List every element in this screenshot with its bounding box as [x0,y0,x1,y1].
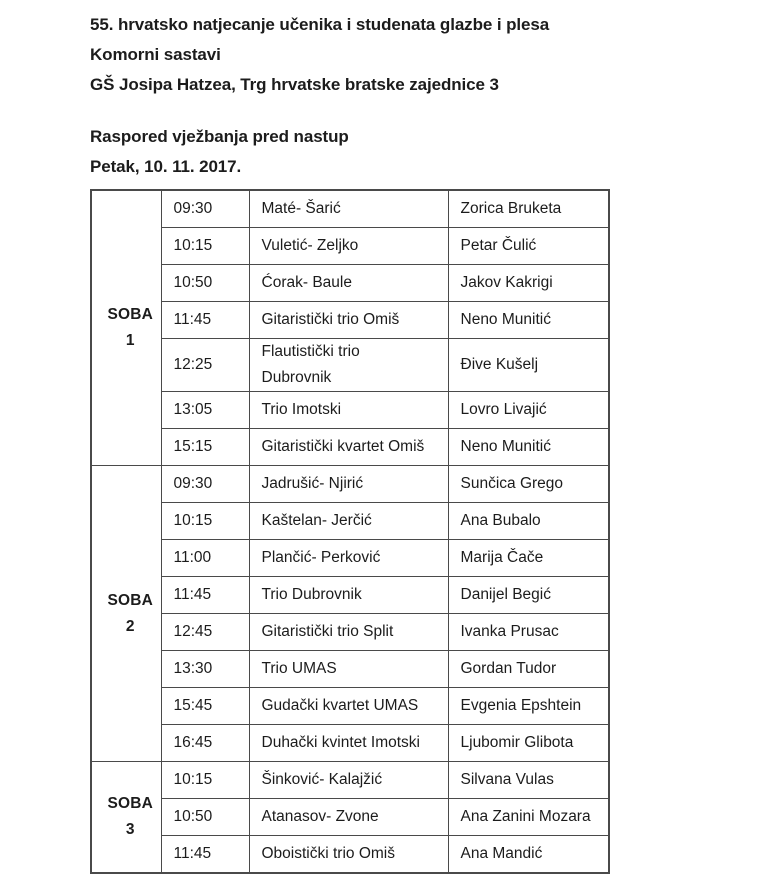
time-cell: 12:25 [161,339,249,392]
time-cell: 10:15 [161,762,249,799]
teacher-cell: Neno Munitić [448,429,609,466]
time-cell: 09:30 [161,466,249,503]
time-cell: 10:50 [161,265,249,302]
time-cell: 10:15 [161,228,249,265]
table-row [91,836,609,874]
document-header [90,10,773,182]
time-cell: 10:15 [161,503,249,540]
teacher-cell: Petar Čulić [448,228,609,265]
ensemble-cell: Trio Imotski [249,392,448,429]
time-cell: 10:50 [161,799,249,836]
ensemble-cell: Duhački kvintet Imotski [249,725,448,762]
ensemble-cell: Gitaristički trio Omiš [249,302,448,339]
title-line: 55. hrvatsko natjecanje učenika i studenata glazbe i plesa [90,15,550,34]
ensemble-cell: Maté- Šarić [249,190,448,228]
room-label: SOBA 3 [91,762,161,874]
table-row [91,651,609,688]
teacher-cell: Silvana Vulas [448,762,609,799]
header-spacer [90,100,773,122]
teacher-cell: Lovro Livajić [448,392,609,429]
ensemble-cell: Trio Dubrovnik [249,577,448,614]
time-cell: 15:15 [161,429,249,466]
table-row [91,503,609,540]
schedule-title-line: Raspored vježbanja pred nastup [90,127,349,146]
time-cell: 13:30 [161,651,249,688]
time-cell: 16:45 [161,725,249,762]
teacher-cell: Neno Munitić [448,302,609,339]
ensemble-cell [249,339,448,392]
room-label: SOBA 2 [91,466,161,762]
teacher-cell: Sunčica Grego [448,466,609,503]
date-line: Petak, 10. 11. 2017. [90,157,242,176]
teacher-cell: Ana Mandić [448,836,609,874]
time-cell: 11:45 [161,302,249,339]
ensemble-cell: Gudački kvartet UMAS [249,688,448,725]
ensemble-cell: Oboistički trio Omiš [249,836,448,874]
teacher-cell: Ivanka Prusac [448,614,609,651]
ensemble-cell: Vuletić- Zeljko [249,228,448,265]
teacher-cell: Zorica Bruketa [448,190,609,228]
teacher-cell: Marija Čače [448,540,609,577]
ensemble-cell: Atanasov- Zvone [249,799,448,836]
teacher-cell: Ljubomir Glibota [448,725,609,762]
ensemble-text: Flautistički trio Dubrovnik [261,343,360,386]
table-row [91,799,609,836]
ensemble-cell: Ćorak- Baule [249,265,448,302]
table-row [91,429,609,466]
time-cell: 11:45 [161,836,249,874]
time-cell: 15:45 [161,688,249,725]
teacher-cell: Jakov Kakrigi [448,265,609,302]
teacher-cell: Ana Zanini Mozara [448,799,609,836]
time-cell: 11:45 [161,577,249,614]
ensemble-cell: Trio UMAS [249,651,448,688]
table-row [91,577,609,614]
schedule-table [90,189,610,874]
teacher-cell: Danijel Begić [448,577,609,614]
time-cell: 11:00 [161,540,249,577]
ensemble-cell: Jadrušić- Njirić [249,466,448,503]
time-cell: 09:30 [161,190,249,228]
table-row [91,688,609,725]
teacher-cell: Evgenia Epshtein [448,688,609,725]
table-row [91,540,609,577]
table-row [91,614,609,651]
category-line: Komorni sastavi [90,45,221,64]
ensemble-cell: Plančić- Perković [249,540,448,577]
teacher-cell: Đive Kušelj [448,339,609,392]
ensemble-cell: Gitaristički trio Split [249,614,448,651]
time-cell: 13:05 [161,392,249,429]
table-row [91,762,609,799]
table-row [91,265,609,302]
time-cell: 12:45 [161,614,249,651]
ensemble-cell: Šinković- Kalajžić [249,762,448,799]
table-row [91,392,609,429]
table-row [91,339,609,392]
table-row [91,302,609,339]
venue-line: GŠ Josipa Hatzea, Trg hrvatske bratske zajednice 3 [90,75,499,94]
table-row [91,466,609,503]
teacher-cell: Gordan Tudor [448,651,609,688]
ensemble-cell: Kaštelan- Jerčić [249,503,448,540]
table-row [91,725,609,762]
table-row [91,190,609,228]
ensemble-cell: Gitaristički kvartet Omiš [249,429,448,466]
teacher-cell: Ana Bubalo [448,503,609,540]
room-label: SOBA 1 [91,190,161,466]
table-row [91,228,609,265]
